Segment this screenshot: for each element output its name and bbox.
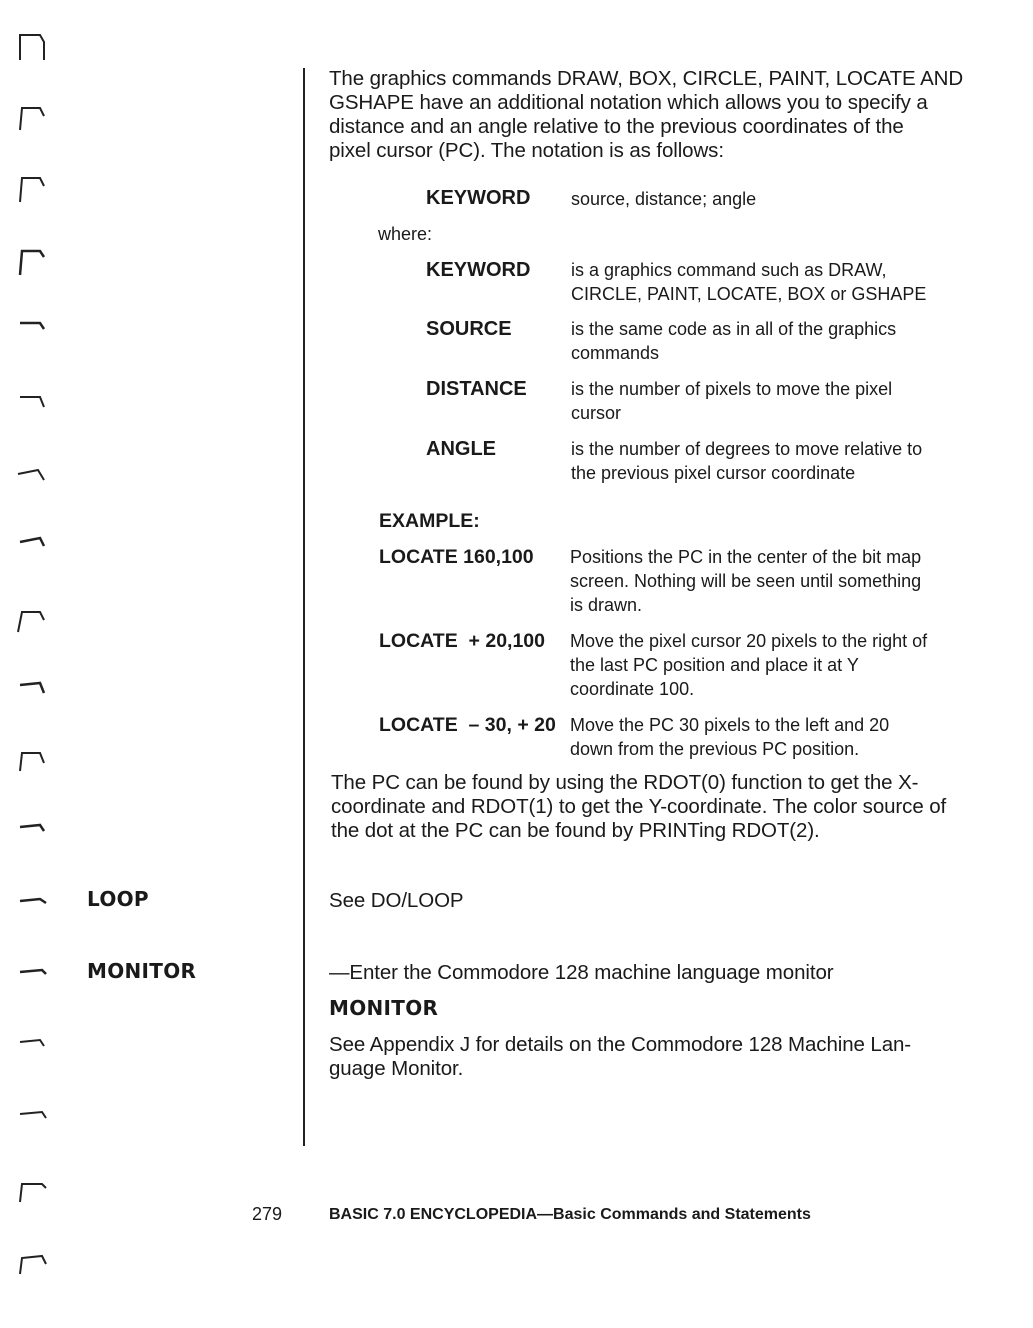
- binder-hole-mark: [12, 387, 52, 427]
- binder-hole-mark: [12, 30, 52, 70]
- text-line: See Appendix J for details on the Commodore 128 Machine Lan-: [329, 1033, 912, 1056]
- binder-hole-mark: [12, 102, 52, 142]
- text-line: is drawn.: [570, 595, 643, 615]
- binder-hole-mark: [12, 887, 52, 927]
- definition-text: [571, 317, 896, 365]
- binder-hole-mark: [12, 1244, 52, 1284]
- rdot-paragraph: [331, 771, 946, 843]
- example-command: LOCATE 160,100: [379, 546, 534, 568]
- page-number: 279: [252, 1204, 283, 1224]
- binder-hole-mark: [12, 1030, 52, 1070]
- text-line: coordinate 100.: [570, 679, 695, 699]
- binder-hole-mark: [12, 745, 52, 785]
- definition-text: [571, 377, 892, 425]
- footer-title: [329, 1206, 811, 1224]
- loop-reference: See DO/LOOP: [329, 889, 464, 912]
- text-line: The PC can be found by using the RDOT(0) function to get the X-: [331, 771, 919, 794]
- syntax-keyword: KEYWORD: [426, 187, 531, 209]
- syntax-args: source, distance; angle: [571, 189, 757, 209]
- text-line: the previous pixel cursor coordinate: [571, 463, 856, 483]
- definition-term: SOURCE: [426, 318, 512, 340]
- text-line: coordinate and RDOT(1) to get the Y-coordinate. The color source of: [331, 795, 947, 818]
- binder-hole-mark: [12, 602, 52, 642]
- text-line: GSHAPE have an additional notation which allows you to specify a: [329, 91, 928, 114]
- definition-term: KEYWORD: [426, 259, 531, 281]
- binder-hole-mark: [12, 1172, 52, 1212]
- binder-hole-mark: [12, 958, 52, 998]
- definition-text: [571, 437, 922, 485]
- text-line: is the number of degrees to move relative to: [571, 439, 923, 459]
- text-line: is a graphics command such as DRAW,: [571, 260, 887, 280]
- text-line: down from the previous PC position.: [570, 739, 860, 759]
- example-label: EXAMPLE:: [379, 510, 480, 532]
- loop-heading: LOOP: [87, 887, 149, 911]
- binder-hole-mark: [12, 245, 52, 285]
- text-line: Positions the PC in the center of the bit map: [570, 547, 922, 567]
- binder-hole-mark: [12, 315, 52, 355]
- monitor-description: —Enter the Commodore 128 machine language monitor: [329, 961, 834, 984]
- text-line: The graphics commands DRAW, BOX, CIRCLE, PAINT, LOCATE AND: [329, 67, 964, 90]
- monitor-paragraph: [329, 1033, 911, 1081]
- text-line: the dot at the PC can be found by PRINTing RDOT(2).: [331, 819, 820, 842]
- binder-hole-mark: [12, 673, 52, 713]
- text-line: cursor: [571, 403, 622, 423]
- binder-hole-mark: [12, 1100, 52, 1140]
- binder-hole-mark: [12, 530, 52, 570]
- definition-text: [571, 258, 926, 306]
- binder-hole-mark: [12, 815, 52, 855]
- text-line: screen. Nothing will be seen until something: [570, 571, 922, 591]
- definition-term: ANGLE: [426, 438, 496, 460]
- intro-paragraph: [329, 67, 963, 163]
- text-line: the last PC position and place it at Y: [570, 655, 859, 675]
- text-line: Move the pixel cursor 20 pixels to the right of: [570, 631, 928, 651]
- monitor-heading: MONITOR: [87, 959, 197, 983]
- where-label: where:: [378, 224, 433, 244]
- definition-term: DISTANCE: [426, 378, 527, 400]
- text-line: distance and an angle relative to the previous coordinates of the: [329, 115, 904, 138]
- binder-hole-mark: [12, 460, 52, 500]
- footer-chapter-title: Basic Commands and Statements: [553, 1206, 811, 1223]
- example-command: LOCATE – 30, + 20: [379, 714, 556, 736]
- monitor-format: MONITOR: [329, 996, 439, 1020]
- text-line: is the same code as in all of the graphics: [571, 319, 897, 339]
- column-divider: [303, 68, 305, 1146]
- footer-book-title: BASIC 7.0 ENCYCLOPEDIA—: [329, 1206, 554, 1223]
- text-line: is the number of pixels to move the pixel: [571, 379, 893, 399]
- example-command: LOCATE + 20,100: [379, 630, 545, 652]
- example-description: [570, 713, 889, 761]
- text-line: CIRCLE, PAINT, LOCATE, BOX or GSHAPE: [571, 284, 927, 304]
- text-line: guage Monitor.: [329, 1057, 464, 1080]
- text-line: Move the PC 30 pixels to the left and 20: [570, 715, 890, 735]
- binder-hole-mark: [12, 172, 52, 212]
- text-line: commands: [571, 343, 660, 363]
- example-description: [570, 629, 927, 701]
- example-description: [570, 545, 921, 617]
- text-line: pixel cursor (PC). The notation is as follows:: [329, 139, 724, 162]
